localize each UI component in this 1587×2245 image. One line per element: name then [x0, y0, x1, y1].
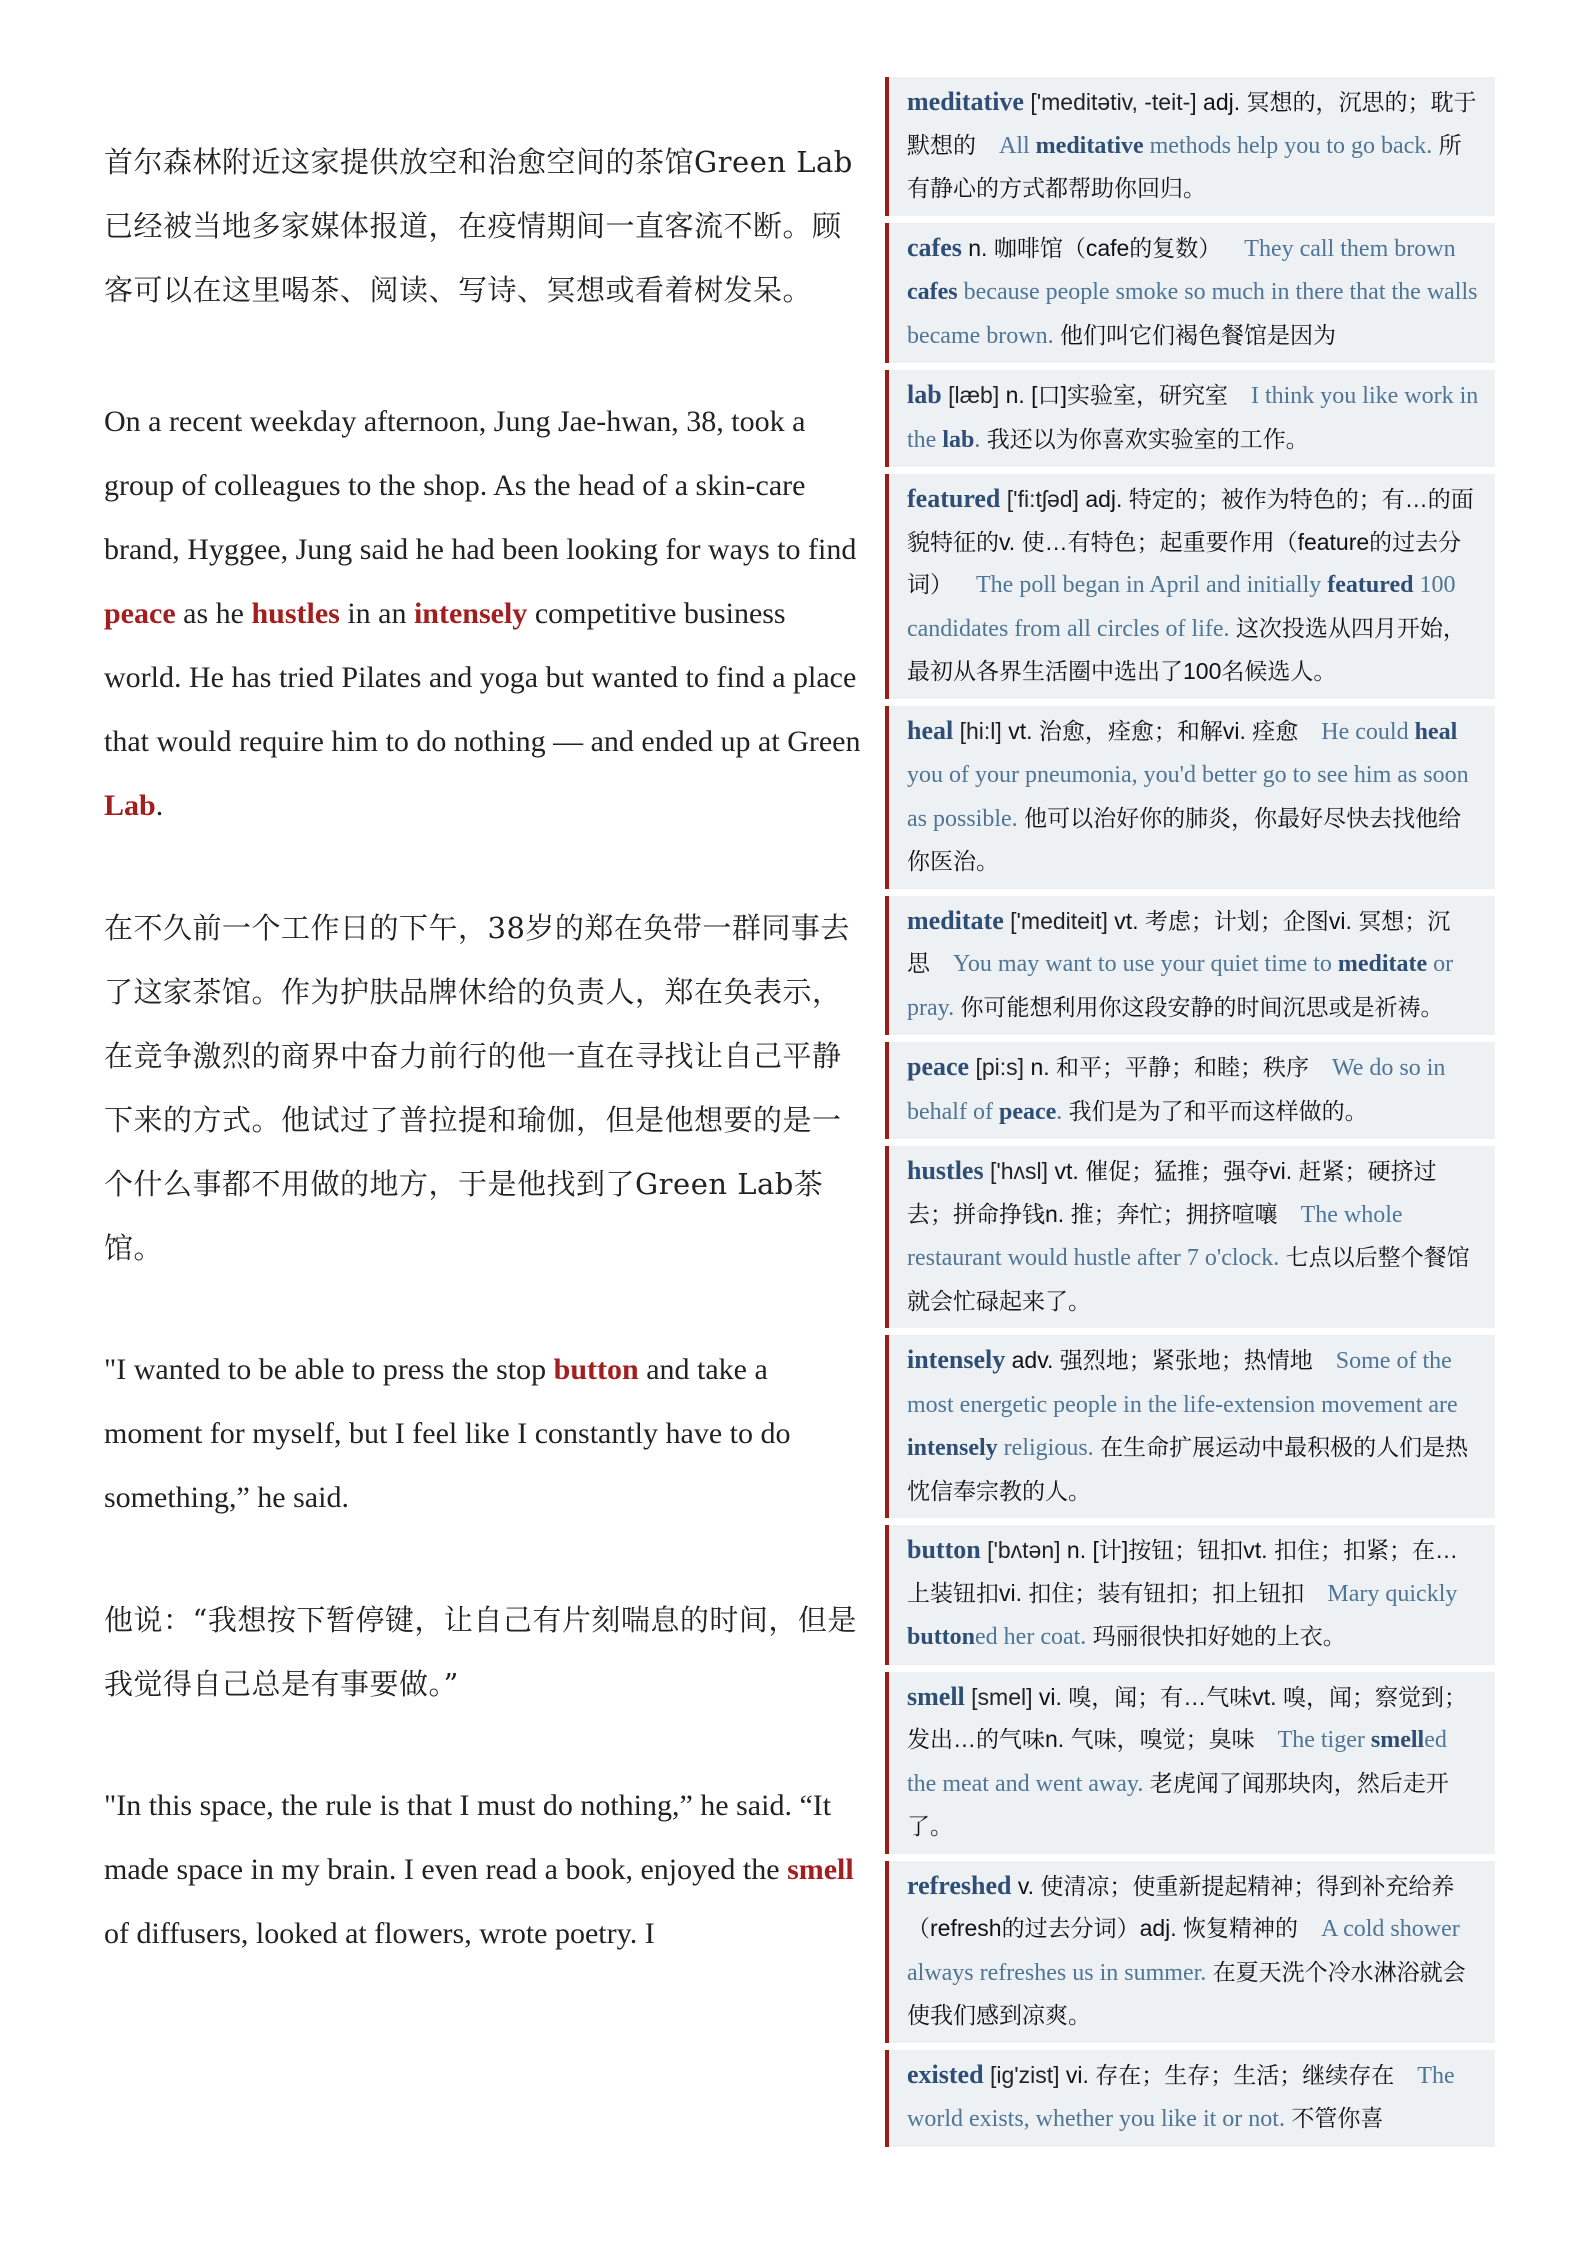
- vocab-example-text: 100 candidates from all circles of life.: [907, 572, 1456, 642]
- vocab-example-keyword: featured: [1327, 572, 1414, 598]
- vocab-entry-peace: [885, 1042, 1495, 1139]
- paragraph-text: "I wanted to be able to press the stop: [104, 1353, 554, 1386]
- vocab-definition: vt. 治愈，痊愈；和解vi. 痊愈: [1008, 717, 1299, 744]
- vocab-word: lab: [907, 380, 942, 409]
- vocab-entry-cafes: [885, 223, 1495, 364]
- keyword-lab: Lab: [104, 789, 156, 822]
- vocab-definition: adj. 特定的；被作为特色的；有…的面貌特征的v. 使…有特色；起重要作用（feature的过去分词）: [907, 486, 1474, 597]
- vocab-translation: 玛丽很快扣好她的上衣。: [1092, 1623, 1346, 1649]
- vocab-phonetic: [læb]: [948, 382, 1000, 408]
- vocab-entry-heal: [885, 706, 1495, 889]
- vocab-word: refreshed: [907, 1870, 1012, 1900]
- vocab-phonetic: ['meditətiv, -teit-]: [1030, 89, 1197, 115]
- paragraph-text: as he: [175, 597, 252, 630]
- paragraph-text: of diffusers, looked at flowers, wrote poetry. I: [104, 1917, 655, 1950]
- vocab-phonetic: ['fi:tʃəd]: [1006, 486, 1079, 512]
- vocab-word: peace: [907, 1052, 970, 1081]
- vocab-example-text: The tiger: [1277, 1727, 1371, 1753]
- vocab-example-keyword: cafes: [907, 279, 958, 305]
- vocab-entry-lab: [885, 370, 1495, 467]
- vocab-example-keyword: intensely: [907, 1435, 998, 1461]
- vocab-translation: 他可以治好你的肺炎，你最好尽快去找他给你医治。: [907, 804, 1462, 874]
- vocab-definition: adv. 强烈地；紧张地；热情地: [1011, 1347, 1313, 1373]
- vocab-example-text: Some of the most energetic people in the life-extension movement are: [907, 1348, 1458, 1418]
- vocab-example-text: ed her coat.: [975, 1624, 1087, 1650]
- paragraph-text: and take a moment for myself, but I feel like I constantly have to do something,” he said.: [104, 1353, 791, 1514]
- paragraph-en-2: [104, 1338, 864, 1530]
- paragraph-text: "In this space, the rule is that I must do nothing,” he said. “It made space in my brain. I even read a book, enjoyed the: [104, 1789, 832, 1886]
- vocab-translation: 我们是为了和平而这样做的。: [1068, 1097, 1368, 1124]
- vocab-example-text: .: [974, 426, 981, 453]
- paragraph-zh-3: [104, 1588, 864, 1716]
- vocab-definition: vt. 催促；猛推；强夺vi. 赶紧；硬挤过去；拼命挣钱n. 推；奔忙；拥挤喧嚷: [907, 1158, 1437, 1227]
- vocab-example-text: He could: [1321, 718, 1415, 745]
- vocab-entry-existed: [885, 2050, 1495, 2147]
- vocab-example-text: The whole restaurant would hustle after 7 o'clock.: [907, 1201, 1403, 1271]
- vocab-entry-meditative: [885, 77, 1495, 216]
- vocab-example-text: All: [999, 132, 1036, 159]
- paragraph-zh-2: [104, 896, 864, 1280]
- vocab-example-text: ed the meat and went away.: [907, 1727, 1447, 1797]
- vocab-entry-intensely: [885, 1335, 1495, 1518]
- vocab-phonetic: [ig'zist]: [989, 2061, 1060, 2088]
- vocab-example-text: The world exists, whether you like it or not.: [907, 2062, 1455, 2132]
- vocab-example-text: You may want to use your quiet time to: [953, 951, 1338, 977]
- vocab-definition: n. 和平；平静；和睦；秩序: [1030, 1054, 1310, 1080]
- vocab-phonetic: ['mediteit]: [1010, 907, 1108, 934]
- vocab-word: cafes: [907, 232, 962, 262]
- keyword-button: button: [553, 1353, 639, 1386]
- vocab-example-text: you of your pneumonia, you'd better go to see him as soon as possible.: [907, 762, 1469, 832]
- vocab-example-text: They call them brown: [1244, 235, 1456, 262]
- keyword-intensely: intensely: [413, 597, 528, 630]
- vocab-entry-hustles: [885, 1146, 1495, 1328]
- vocab-entry-smell: [885, 1672, 1495, 1854]
- vocab-definition: vt. 考虑；计划；企图vi. 冥想；沉思: [907, 907, 1451, 976]
- vocab-word: featured: [907, 484, 1001, 513]
- vocab-definition: n. 咖啡馆（cafe的复数）: [968, 234, 1222, 261]
- vocab-example-text: Mary quickly: [1327, 1580, 1458, 1607]
- vocab-translation: 七点以后整个餐馆就会忙碌起来了。: [907, 1244, 1470, 1314]
- vocab-phonetic: ['hʌsl]: [989, 1158, 1049, 1184]
- vocab-phonetic: [pi:s]: [975, 1054, 1025, 1080]
- vocab-example-text: A cold shower always refreshes us in summer.: [907, 1916, 1460, 1986]
- paragraph-text: .: [155, 789, 164, 822]
- paragraph-en-1: [104, 390, 864, 838]
- paragraph-text: 首尔森林附近这家提供放空和治愈空间的茶馆Green Lab已经被当地多家媒体报道，在疫情期间一直客流不断。顾客可以在这里喝茶、阅读、写诗、冥想或看着树发呆。: [104, 145, 853, 307]
- vocab-translation: 这次投选从四月开始，最初从各界生活圈中选出了100名候选人。: [907, 614, 1466, 684]
- vocab-definition: n. [计]按钮；钮扣vt. 扣住；扣紧；在…上装钮扣vi. 扣住；装有钮扣；扣上钮扣: [907, 1537, 1458, 1606]
- vocab-word: hustles: [907, 1156, 984, 1185]
- paragraph-en-3: [104, 1774, 864, 1966]
- vocab-example-keyword: peace: [998, 1098, 1057, 1125]
- vocab-translation: 在夏天洗个冷水淋浴就会使我们感到凉爽。: [907, 1958, 1466, 2028]
- vocab-translation: 在生命扩展运动中最积极的人们是热忱信奉宗教的人。: [907, 1434, 1469, 1504]
- paragraph-text: in an: [339, 597, 414, 630]
- paragraph-text: competitive business world. He has tried Pilates and yoga but wanted to find a place that would require him to do nothing — and ended up at Green: [104, 597, 861, 758]
- vocab-entry-meditate: [885, 896, 1495, 1036]
- keyword-hustles: hustles: [251, 597, 340, 630]
- vocab-word: heal: [907, 715, 954, 745]
- vocab-example-keyword: lab: [942, 426, 975, 453]
- vocab-translation: 老虎闻了闻那块肉，然后走开了。: [907, 1769, 1449, 1839]
- vocab-translation: 我还以为你喜欢实验室的工作。: [986, 425, 1309, 452]
- keyword-smell: smell: [787, 1853, 854, 1886]
- vocab-example-text: The poll began in April and initially: [976, 572, 1328, 598]
- vocab-word: smell: [907, 1681, 965, 1711]
- vocab-word: meditate: [907, 905, 1004, 935]
- vocab-entry-button: [885, 1525, 1495, 1665]
- vocab-example-text: religious.: [997, 1435, 1094, 1461]
- vocab-translation: 你可能想利用你这段安静的时间沉思或是祈祷。: [960, 993, 1444, 1020]
- vocab-definition: vi. 存在；生存；生活；继续存在: [1065, 2061, 1395, 2088]
- article-body: [104, 130, 864, 1966]
- vocab-phonetic: [smel]: [971, 1683, 1033, 1710]
- vocab-definition: n. [口]实验室，研究室: [1005, 382, 1228, 408]
- vocab-translation: 不管你喜: [1291, 2105, 1384, 2131]
- vocab-example-keyword: meditative: [1035, 132, 1144, 159]
- vocab-example-text: methods help you to go back.: [1143, 132, 1433, 159]
- vocab-entry-featured: [885, 474, 1495, 699]
- vocab-definition: adj. 冥想的，沉思的；耽于默想的: [907, 89, 1477, 158]
- vocab-definition: v. 使清凉；使重新提起精神；得到补充给养（refresh的过去分词）adj. 恢复精神的: [907, 1872, 1455, 1941]
- vocab-example-text: I think you like work in the: [907, 383, 1479, 453]
- vocab-example-keyword: heal: [1414, 718, 1458, 745]
- vocab-example-text: .: [1056, 1098, 1063, 1125]
- vocab-example-text: We do so in behalf of: [907, 1055, 1446, 1125]
- paragraph-text: 在不久前一个工作日的下午，38岁的郑在奂带一群同事去了这家茶馆。作为护肤品牌休给的负责人，郑在奂表示，在竞争激烈的商界中奋力前行的他一直在寻找让自己平静下来的方式。他试过了普拉提和瑜伽，但是他想要的是一个什么事都不用做的地方，于是他找到了Green Lab茶馆。: [104, 911, 850, 1265]
- paragraph-text: On a recent weekday afternoon, Jung Jae-hwan, 38, took a group of colleagues to the shop. As the head of a skin-care brand, Hyggee, Jung said he had been looking for ways to find: [104, 405, 857, 566]
- vocab-entry-refreshed: [885, 1861, 1495, 2043]
- paragraph-zh-1: [104, 130, 864, 322]
- vocab-example-text: because people smoke so much in there that the walls became brown.: [907, 279, 1478, 349]
- vocab-example-keyword: smell: [1370, 1727, 1425, 1753]
- vocab-word: meditative: [907, 87, 1024, 116]
- vocab-word: intensely: [907, 1345, 1006, 1374]
- vocab-example-text: or pray.: [907, 951, 1454, 1021]
- vocab-phonetic: ['bʌtən]: [987, 1537, 1061, 1563]
- vocabulary-sidebar: [885, 77, 1495, 2154]
- keyword-peace: peace: [104, 597, 176, 630]
- vocab-translation: 他们叫它们褐色餐馆是因为: [1060, 321, 1336, 348]
- paragraph-text: 他说：“我想按下暂停键，让自己有片刻喘息的时间，但是我觉得自己总是有事要做。”: [104, 1603, 857, 1701]
- vocab-word: existed: [907, 2059, 984, 2089]
- vocab-phonetic: [hi:l]: [959, 717, 1002, 744]
- vocab-word: button: [907, 1535, 981, 1564]
- vocab-example: [999, 133, 1432, 159]
- vocab-example-keyword: button: [907, 1624, 976, 1650]
- vocab-translation: 所有静心的方式都帮助你回归。: [907, 131, 1462, 201]
- vocab-definition: vi. 嗅，闻；有…气味vt. 嗅，闻；察觉到；发出…的气味n. 气味，嗅觉；臭味: [907, 1683, 1467, 1752]
- vocab-example-keyword: meditate: [1337, 951, 1428, 977]
